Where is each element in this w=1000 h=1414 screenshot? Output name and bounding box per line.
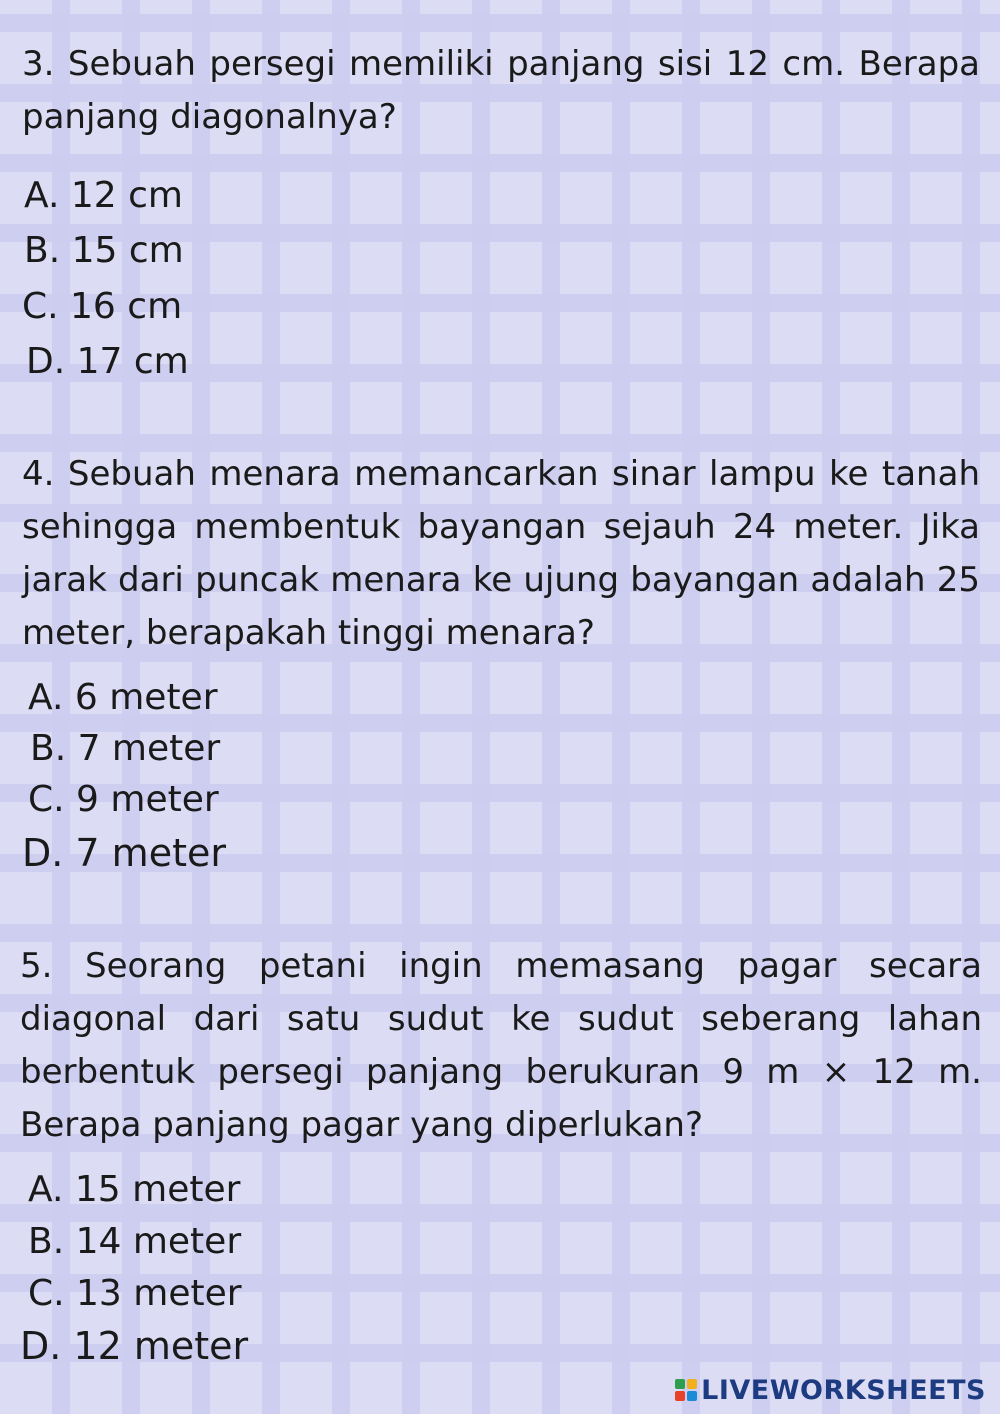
question-3-option-d[interactable]: D. 17 cm bbox=[26, 341, 189, 382]
question-3-text: 3. Sebuah persegi memiliki panjang sisi 12 cm. Berapa panjang diagonalnya? bbox=[22, 44, 980, 137]
question-4-text: 4. Sebuah menara memancarkan sinar lampu ke tanah sehingga membentuk bayangan sejauh 24 meter. Jika jarak dari puncak menara ke ujung bayangan adalah 25 meter, berapakah tinggi menara? bbox=[22, 454, 980, 653]
liveworksheets-logo bbox=[675, 1374, 986, 1406]
question-4-option-a[interactable]: A. 6 meter bbox=[28, 677, 218, 718]
logo-text: LIVEWORKSHEETS bbox=[701, 1374, 986, 1406]
question-4 bbox=[22, 448, 980, 660]
question-5-text: 5. Seorang petani ingin memasang pagar secara diagonal dari satu sudut ke sudut seberang lahan berbentuk persegi panjang berukuran 9 m × 12 m. Berapa panjang pagar yang diperlukan? bbox=[20, 946, 982, 1145]
question-5-option-d[interactable]: D. 12 meter bbox=[20, 1324, 249, 1368]
logo-square-3 bbox=[675, 1391, 685, 1401]
question-5-option-c[interactable]: C. 13 meter bbox=[28, 1273, 242, 1314]
question-3-option-c[interactable]: C. 16 cm bbox=[22, 286, 183, 327]
question-5-option-b[interactable]: B. 14 meter bbox=[28, 1221, 242, 1262]
question-4-option-b[interactable]: B. 7 meter bbox=[30, 728, 221, 769]
logo-icon bbox=[675, 1379, 697, 1401]
question-4-option-c[interactable]: C. 9 meter bbox=[28, 779, 219, 820]
question-4-option-d[interactable]: D. 7 meter bbox=[22, 831, 226, 875]
question-3-option-b[interactable]: B. 15 cm bbox=[24, 230, 184, 271]
logo-square-4 bbox=[687, 1391, 697, 1401]
question-5 bbox=[20, 940, 982, 1152]
logo-square-2 bbox=[687, 1379, 697, 1389]
logo-square-1 bbox=[675, 1379, 685, 1389]
question-3-option-a[interactable]: A. 12 cm bbox=[24, 175, 183, 216]
question-5-option-a[interactable]: A. 15 meter bbox=[28, 1169, 241, 1210]
question-3 bbox=[22, 38, 980, 144]
